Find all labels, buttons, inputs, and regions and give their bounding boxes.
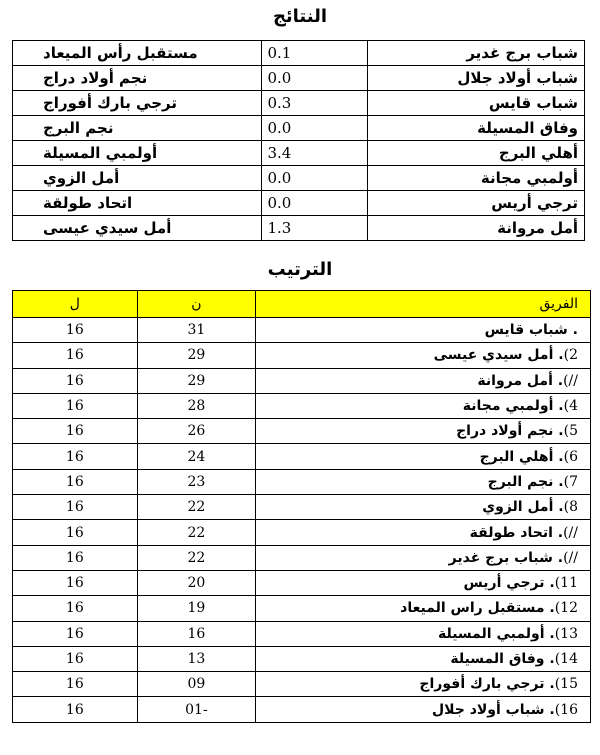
team-name: أمل مروانة xyxy=(477,372,553,389)
rank-separator: . xyxy=(553,423,564,440)
standings-row xyxy=(13,545,591,570)
played-cell: 16 xyxy=(13,318,138,343)
points-cell: 01- xyxy=(137,697,255,722)
rank-label: 14) xyxy=(554,651,578,667)
match-score: 0.0 xyxy=(261,66,368,91)
played-cell: 16 xyxy=(13,444,138,469)
team-name: أمل الزوي xyxy=(482,499,554,516)
result-row xyxy=(13,216,585,241)
match-score: 0.1 xyxy=(261,41,368,66)
standings-row xyxy=(13,570,591,595)
rank-separator: . xyxy=(544,676,555,693)
played-cell: 16 xyxy=(13,596,138,621)
standings-row xyxy=(13,646,591,671)
team-cell xyxy=(256,520,591,545)
team-name: وفاق المسيلة xyxy=(450,651,545,667)
team-cell xyxy=(256,393,591,418)
team-name: شباب أولاد جلال xyxy=(431,701,545,718)
team-cell xyxy=(256,368,591,393)
result-row xyxy=(13,141,585,166)
home-team: أولمبي مجانة xyxy=(368,166,585,191)
rank-label: 6) xyxy=(563,448,578,465)
away-team: نجم البرج xyxy=(13,116,262,141)
points-cell: 09 xyxy=(137,672,255,697)
team-cell xyxy=(256,495,591,520)
standings-row xyxy=(13,318,591,343)
header-team: الفريق xyxy=(256,291,591,318)
team-cell xyxy=(256,621,591,646)
played-cell: 16 xyxy=(13,419,138,444)
points-cell: 29 xyxy=(137,368,255,393)
team-name: نجم أولاد دراج xyxy=(456,423,554,440)
played-cell: 16 xyxy=(13,545,138,570)
team-cell xyxy=(256,318,591,343)
team-cell xyxy=(256,672,591,697)
played-cell: 16 xyxy=(13,621,138,646)
rank-separator: . xyxy=(553,499,564,516)
team-cell xyxy=(256,469,591,494)
rank-separator: . xyxy=(544,625,555,642)
rank-separator: . xyxy=(553,347,564,364)
points-cell: 31 xyxy=(137,318,255,343)
team-cell xyxy=(256,596,591,621)
match-score: 0.0 xyxy=(261,116,368,141)
result-row xyxy=(13,66,585,91)
played-cell: 16 xyxy=(13,672,138,697)
result-row xyxy=(13,191,585,216)
home-team: أمل مروانة xyxy=(368,216,585,241)
home-team: ترجي أريس xyxy=(368,191,585,216)
rank-label: 11) xyxy=(554,575,578,592)
team-name: أولمبي مجانة xyxy=(462,398,554,415)
team-name: شباب برج غدير xyxy=(448,549,553,566)
rank-label: //) xyxy=(563,524,578,541)
home-team: شباب برج غدير xyxy=(368,41,585,66)
result-row xyxy=(13,166,585,191)
team-name: اتحاد طولقة xyxy=(469,524,553,541)
rank-separator: . xyxy=(544,651,555,667)
team-name: أولمبي المسيلة xyxy=(437,625,545,642)
points-cell: 22 xyxy=(137,520,255,545)
played-cell: 16 xyxy=(13,570,138,595)
match-score: 3.4 xyxy=(261,141,368,166)
standings-row xyxy=(13,419,591,444)
home-team: شباب قايس xyxy=(368,91,585,116)
standings-row xyxy=(13,596,591,621)
away-team: أمل الزوي xyxy=(13,166,262,191)
team-name: ترجي بارك أفوراج xyxy=(419,676,545,693)
standings-row xyxy=(13,393,591,418)
points-cell: 22 xyxy=(137,545,255,570)
points-cell: 24 xyxy=(137,444,255,469)
team-cell xyxy=(256,444,591,469)
match-score: 1.3 xyxy=(261,216,368,241)
points-cell: 20 xyxy=(137,570,255,595)
played-cell: 16 xyxy=(13,393,138,418)
home-team: شباب أولاد جلال xyxy=(368,66,585,91)
played-cell: 16 xyxy=(13,646,138,671)
team-cell xyxy=(256,646,591,671)
points-cell: 28 xyxy=(137,393,255,418)
played-cell: 16 xyxy=(13,469,138,494)
team-cell xyxy=(256,545,591,570)
team-name: أهلي البرج xyxy=(479,448,554,465)
team-name: مستقبل راس الميعاد xyxy=(400,600,545,617)
away-team: أمل سيدي عيسى xyxy=(13,216,262,241)
rank-separator: . xyxy=(553,473,564,490)
standings-row xyxy=(13,672,591,697)
standings-row xyxy=(13,495,591,520)
rank-label: 7) xyxy=(563,473,578,490)
rank-label: 8) xyxy=(563,499,578,516)
rank-separator: . xyxy=(544,701,555,718)
away-team: اتحاد طولقة xyxy=(13,191,262,216)
rank-label: 2) xyxy=(563,347,578,364)
match-score: 0.0 xyxy=(261,191,368,216)
team-cell xyxy=(256,419,591,444)
team-name: نجم البرج xyxy=(487,473,554,490)
rank-separator: . xyxy=(552,372,564,389)
header-played: ل xyxy=(13,291,138,318)
rank-label: 4) xyxy=(563,398,578,415)
team-name: أمل سيدي عيسى xyxy=(433,347,554,364)
played-cell: 16 xyxy=(13,495,138,520)
points-cell: 26 xyxy=(137,419,255,444)
rank-separator: . xyxy=(544,600,555,617)
result-row xyxy=(13,116,585,141)
home-team: وفاق المسيلة xyxy=(368,116,585,141)
standings-title: الترتيب xyxy=(267,259,333,280)
rank-separator: . xyxy=(544,575,555,592)
away-team: مستقبل رأس الميعاد xyxy=(13,41,262,66)
played-cell: 16 xyxy=(13,520,138,545)
rank-label: 16) xyxy=(554,701,578,718)
rank-label: //) xyxy=(563,372,578,389)
standings-row xyxy=(13,697,591,722)
points-cell: 29 xyxy=(137,343,255,368)
rank-label: 15) xyxy=(554,676,578,693)
away-team: نجم أولاد دراج xyxy=(13,66,262,91)
standings-row xyxy=(13,520,591,545)
away-team: ترجي بارك أفوراج xyxy=(13,91,262,116)
standings-row xyxy=(13,621,591,646)
rank-separator: . xyxy=(567,322,578,339)
standings-row xyxy=(13,444,591,469)
away-team: أولمبي المسيلة xyxy=(13,141,262,166)
played-cell: 16 xyxy=(13,368,138,393)
standings-row xyxy=(13,343,591,368)
result-row xyxy=(13,91,585,116)
points-cell: 16 xyxy=(137,621,255,646)
match-score: 0.3 xyxy=(261,91,368,116)
points-cell: 22 xyxy=(137,495,255,520)
team-name: ترجي أريس xyxy=(463,575,545,592)
points-cell: 13 xyxy=(137,646,255,671)
results-table xyxy=(12,40,585,241)
team-cell xyxy=(256,570,591,595)
rank-label: 13) xyxy=(554,625,578,642)
standings-row xyxy=(13,368,591,393)
match-score: 0.0 xyxy=(261,166,368,191)
team-cell xyxy=(256,697,591,722)
standings-header-row xyxy=(13,291,591,318)
results-title: النتائج xyxy=(272,6,328,27)
rank-separator: . xyxy=(553,398,564,415)
home-team: أهلي البرج xyxy=(368,141,585,166)
header-points: ن xyxy=(137,291,255,318)
rank-separator: . xyxy=(553,448,564,465)
team-name: شباب قايس xyxy=(484,322,568,339)
rank-separator: . xyxy=(552,549,564,566)
played-cell: 16 xyxy=(13,697,138,722)
rank-label: 5) xyxy=(563,423,578,440)
result-row xyxy=(13,41,585,66)
team-cell xyxy=(256,343,591,368)
rank-separator: . xyxy=(552,524,564,541)
rank-label: //) xyxy=(563,549,578,566)
rank-label: 12) xyxy=(554,600,578,617)
standings-row xyxy=(13,469,591,494)
played-cell: 16 xyxy=(13,343,138,368)
standings-table xyxy=(12,290,591,723)
points-cell: 19 xyxy=(137,596,255,621)
points-cell: 23 xyxy=(137,469,255,494)
